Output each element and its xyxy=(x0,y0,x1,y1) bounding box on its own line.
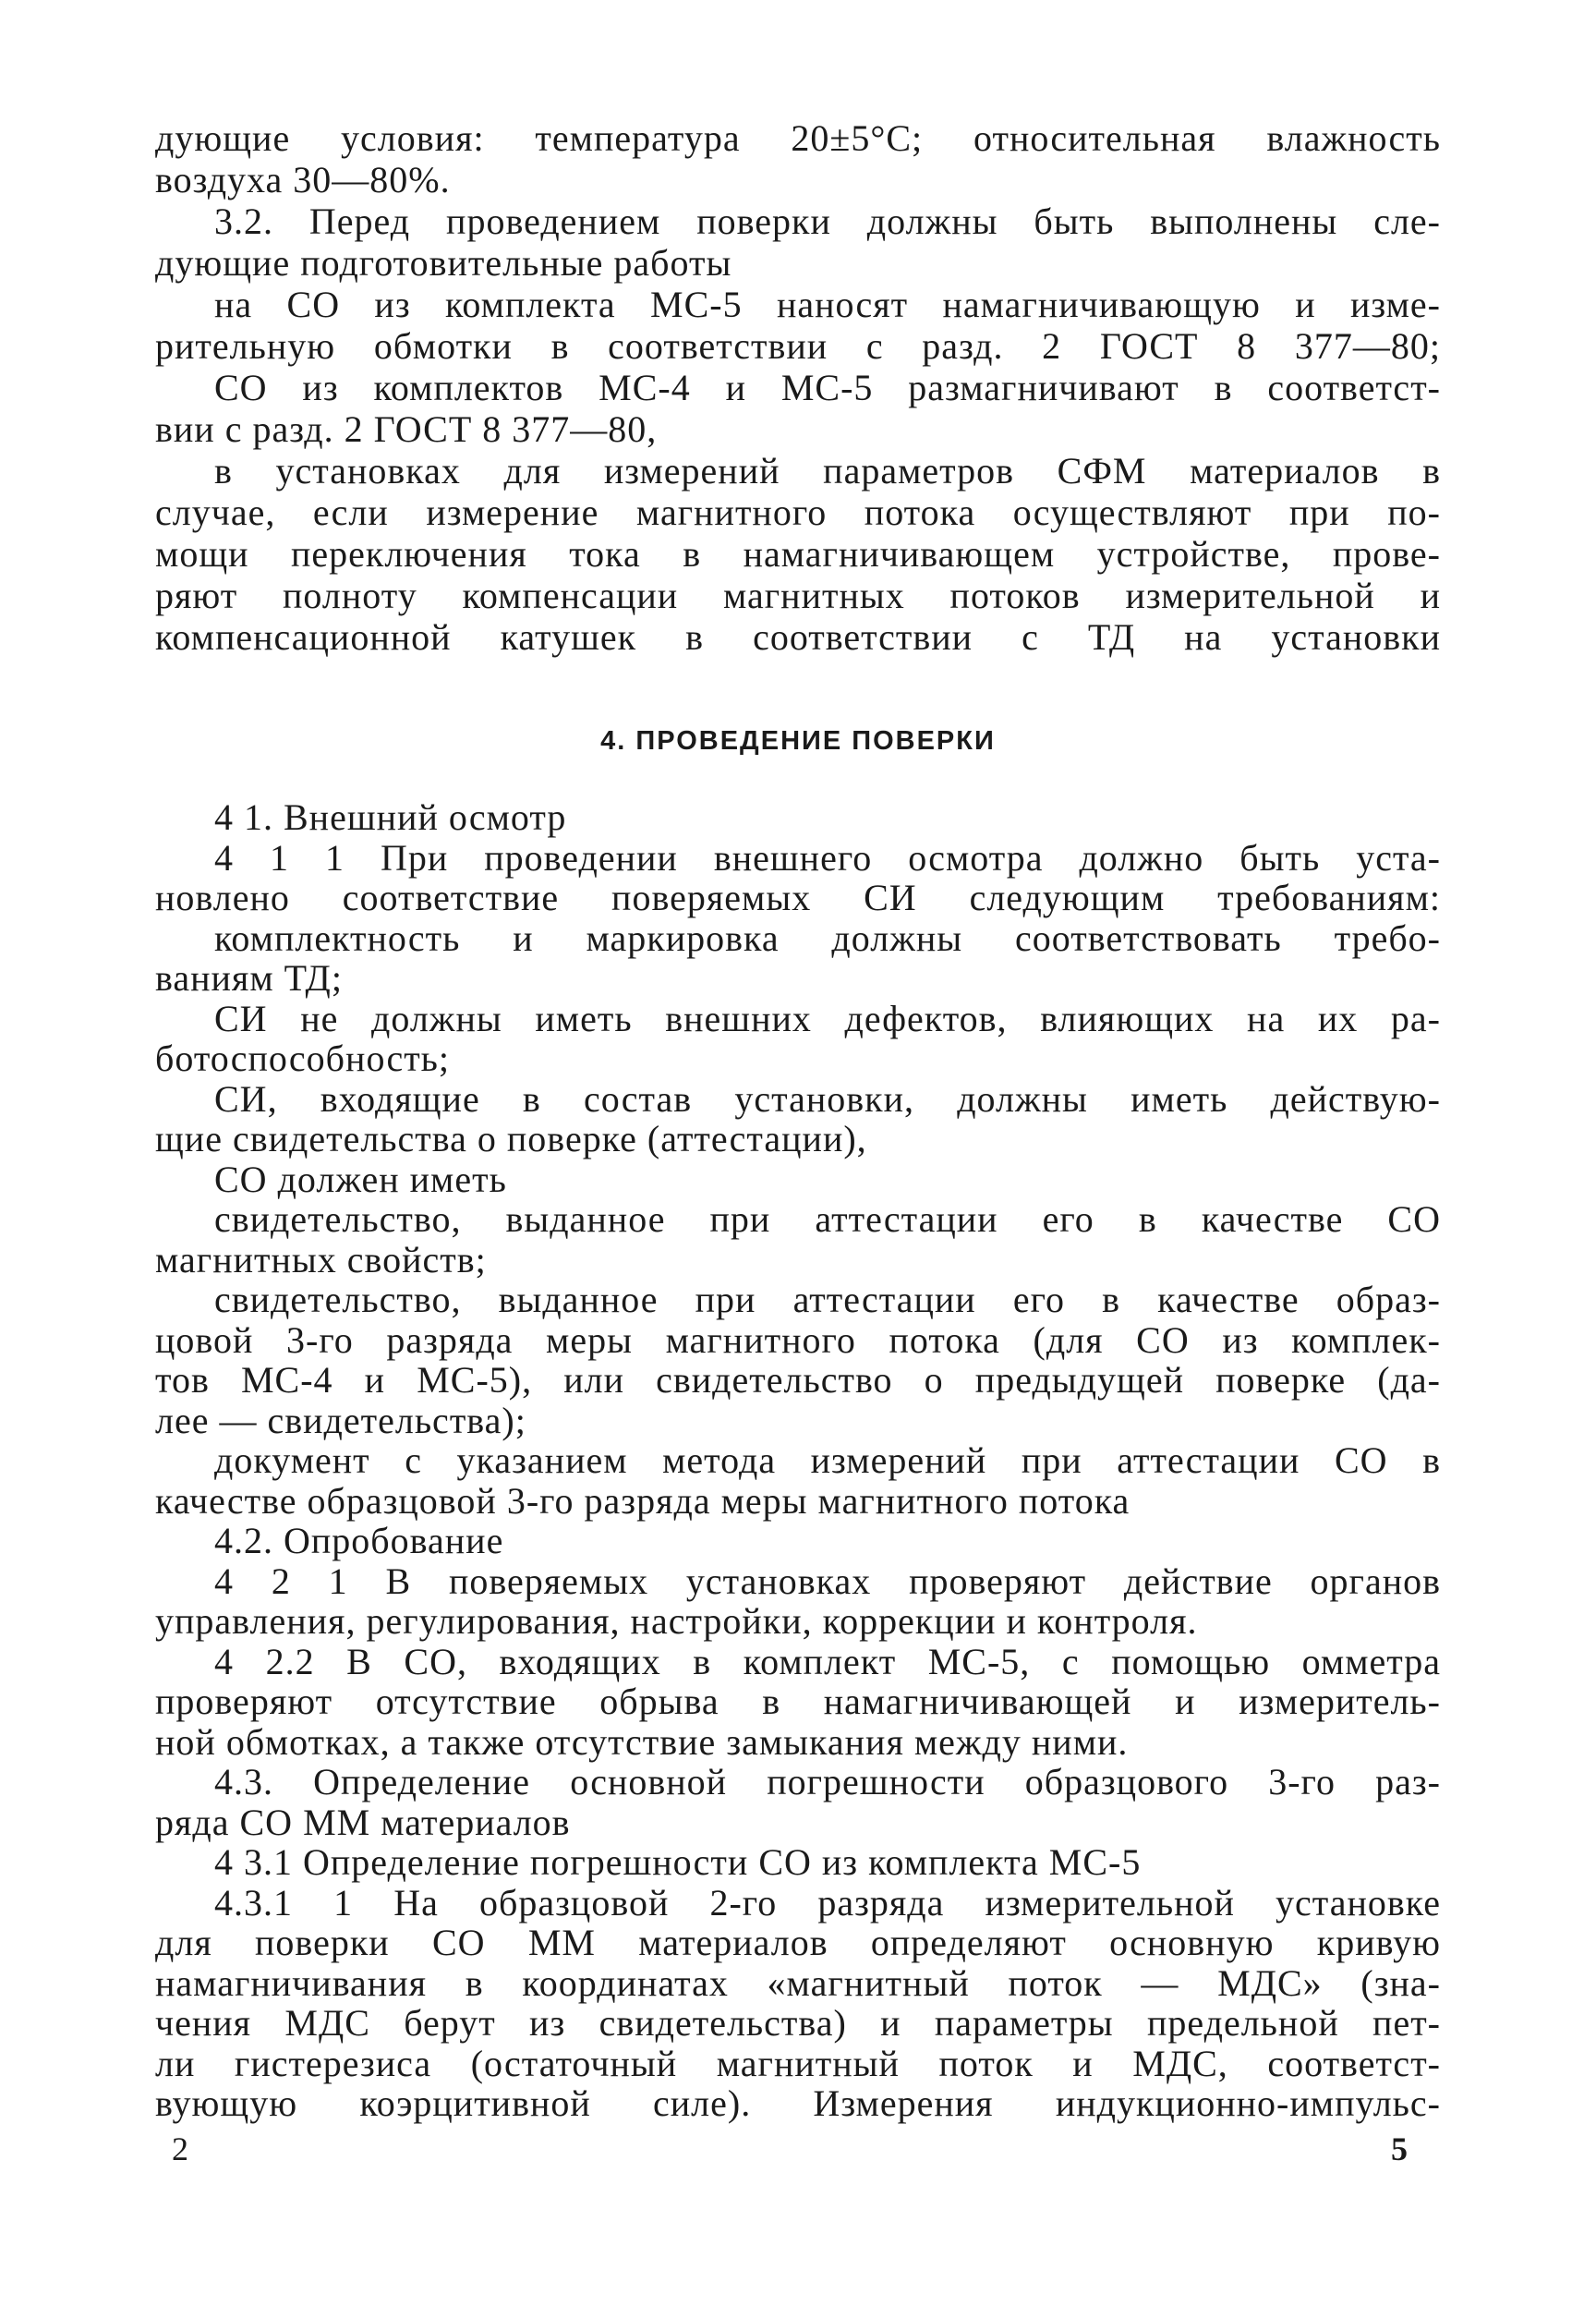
text-line: вующую коэрцитивной силе). Измерения индукционно-импульс- xyxy=(155,2082,1441,2124)
text-line: чения МДС берут из свидетельства) и параметры предельной пет- xyxy=(155,2002,1441,2044)
text-line: 3.2. Перед проведением поверки должны быть выполнены сле- xyxy=(214,200,1441,242)
text-line: воздуха 30—80%. xyxy=(155,159,451,200)
text-line: свидетельство, выданное при аттестации его в качестве СО xyxy=(214,1198,1441,1240)
text-line: тов МС-4 и МС-5), или свидетельство о предыдущей поверке (да- xyxy=(155,1359,1441,1401)
text-line: щие свидетельства о поверке (аттестации), xyxy=(155,1118,867,1159)
text-line: вии с разд. 2 ГОСТ 8 377—80, xyxy=(155,408,658,450)
text-line: 4.2. Опробование xyxy=(214,1520,504,1561)
text-line: качестве образцовой 3-го разряда меры магнитного потока xyxy=(155,1479,1130,1522)
text-line: 4 2 1 В поверяемых установках проверяют действие органов xyxy=(214,1560,1441,1602)
text-line: случае, если измерение магнитного потока осуществляют при по- xyxy=(155,492,1441,533)
text-line: компенсационной катушек в соответствии с ТД на установки xyxy=(155,616,1441,658)
section-heading: 4. ПРОВЕДЕНИЕ ПОВЕРКИ xyxy=(600,726,996,756)
text-line: СИ не должны иметь внешних дефектов, влияющих на их ра- xyxy=(214,997,1441,1039)
text-line: мощи переключения тока в намагничивающем устройстве, прове- xyxy=(155,533,1441,575)
text-line: в установках для измерений параметров СФМ материалов в xyxy=(214,450,1441,492)
text-line: 4.3.1 1 На образцовой 2-го разряда измерительной установке xyxy=(214,1881,1441,1924)
text-line: СИ, входящие в состав установки, должны иметь действую- xyxy=(214,1077,1441,1120)
text-line: новлено соответствие поверяемых СИ следующим требованиям: xyxy=(155,877,1441,918)
text-line: 4 1 1 При проведении внешнего осмотра должно быть уста- xyxy=(214,836,1441,879)
text-line: для поверки СО ММ материалов определяют основную кривую xyxy=(155,1922,1441,1963)
text-line: дующие подготовительные работы xyxy=(155,242,732,284)
text-line: свидетельство, выданное при аттестации его в качестве образ- xyxy=(214,1279,1441,1320)
text-line: СО должен иметь xyxy=(214,1158,507,1200)
text-line: ботоспособность; xyxy=(155,1038,451,1079)
text-line: на СО из комплекта МС-5 наносят намагничивающую и изме- xyxy=(214,284,1441,325)
text-line: документ с указанием метода измерений при аттестации СО в xyxy=(214,1439,1441,1481)
signature-mark: 2 xyxy=(172,2130,188,2167)
text-line: ной обмотках, а также отсутствие замыкания между ними. xyxy=(155,1720,1129,1763)
page-number: 5 xyxy=(1391,2130,1408,2167)
text-line: 4.3. Определение основной погрешности образцового 3-го раз- xyxy=(214,1761,1441,1802)
text-line: ряют полноту компенсации магнитных потоков измерительной и xyxy=(155,575,1441,616)
text-line: комплектность и маркировка должны соответствовать требо- xyxy=(214,916,1441,959)
text-line: 4 2.2 В СО, входящих в комплект МС-5, с помощью омметра xyxy=(214,1640,1441,1682)
text-line: рительную обмотки в соответствии с разд. 2 ГОСТ 8 377—80; xyxy=(155,325,1441,367)
text-line: проверяют отсутствие обрыва в намагничивающей и измеритель- xyxy=(155,1681,1441,1722)
text-line: ряда СО ММ материалов xyxy=(155,1801,571,1843)
text-line: ли гистерезиса (остаточный магнитный поток и МДС, соответст- xyxy=(155,2042,1441,2084)
text-line: СО из комплектов МС-4 и МС-5 размагничивают в соответст- xyxy=(214,367,1441,408)
text-line: дующие условия: температура 20±5°С; относительная влажность xyxy=(155,117,1441,159)
text-line: управления, регулирования, настройки, коррекции и контроля. xyxy=(155,1600,1198,1642)
text-line: 4 3.1 Определение погрешности СО из комплекта МС-5 xyxy=(214,1841,1142,1883)
text-line: магнитных свойств; xyxy=(155,1238,487,1280)
text-line: цовой 3-го разряда меры магнитного потока (для СО из комплек- xyxy=(155,1318,1441,1361)
text-line: ваниям ТД; xyxy=(155,957,343,999)
text-line: намагничивания в координатах «магнитный поток — МДС» (зна- xyxy=(155,1961,1441,2004)
text-line: лее — свидетельства); xyxy=(155,1399,526,1441)
text-line: 4 1. Внешний осмотр xyxy=(214,796,567,838)
